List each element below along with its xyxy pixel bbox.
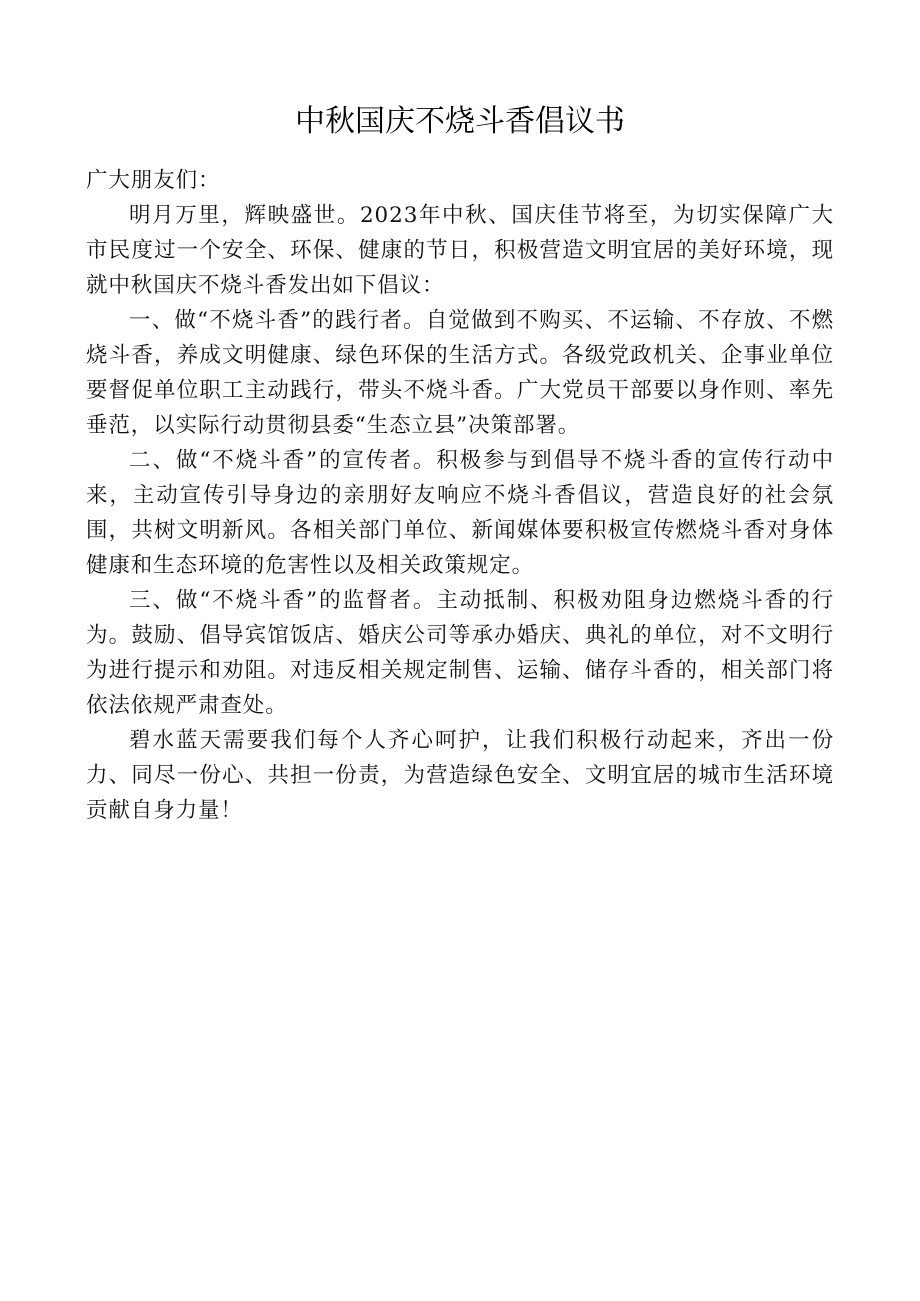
paragraph-practitioner: 一、做“不烧斗香”的践行者。自觉做到不购买、不运输、不存放、不燃烧斗香，养成文明健康、绿色环保的生活方式。各级党政机关、企事业单位要督促单位职工主动践行，带头不烧斗香。广大党员干部要以身作则、率先垂范，以实际行动贯彻县委“生态立县”决策部署。 xyxy=(86,308,834,438)
document-title: 中秋国庆不烧斗香倡议书 xyxy=(295,104,625,139)
salutation: 广大朋友们： xyxy=(86,168,221,193)
paragraph-intro: 明月万里，辉映盛世。2023年中秋、国庆佳节将至，为切实保障广大市民度过一个安全、环保、健康的节日，积极营造文明宜居的美好环境，现就中秋国庆不烧斗香发出如下倡议： xyxy=(86,203,834,298)
document-body xyxy=(86,163,834,828)
paragraph-promoter: 二、做“不烧斗香”的宣传者。积极参与到倡导不烧斗香的宣传行动中来，主动宣传引导身边的亲朋好友响应不烧斗香倡议，营造良好的社会氛围，共树文明新风。各相关部门单位、新闻媒体要积极宣传燃烧斗香对身体健康和生态环境的危害性以及相关政策规定。 xyxy=(86,448,834,578)
paragraph-supervisor: 三、做“不烧斗香”的监督者。主动抵制、积极劝阻身边燃烧斗香的行为。鼓励、倡导宾馆饭店、婚庆公司等承办婚庆、典礼的单位，对不文明行为进行提示和劝阻。对违反相关规定制售、运输、储存斗香的，相关部门将依法依规严肃查处。 xyxy=(86,588,834,718)
paragraph-closing: 碧水蓝天需要我们每个人齐心呵护，让我们积极行动起来，齐出一份力、同尽一份心、共担一份责，为营造绿色安全、文明宜居的城市生活环境贡献自身力量！ xyxy=(86,728,834,823)
